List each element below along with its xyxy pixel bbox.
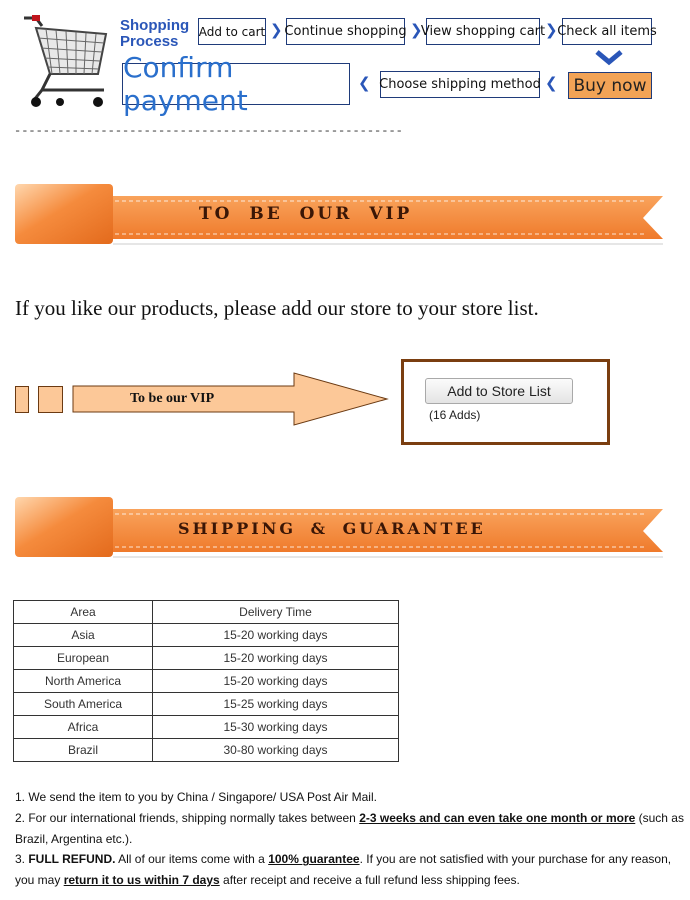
vip-banner-title: TO BE OUR VIP <box>199 204 413 224</box>
note-emphasis: 100% guarantee <box>268 852 360 867</box>
shopping-cart-icon <box>20 12 110 110</box>
decor-square <box>15 386 29 413</box>
step-view-shopping-cart-label: View shopping cart <box>420 24 546 39</box>
step-check-all-items[interactable] <box>557 18 657 45</box>
delivery-time-cell: 15-30 working days <box>153 716 399 739</box>
delivery-time-cell: 30-80 working days <box>153 739 399 762</box>
note-emphasis: return it to us within 7 days <box>63 873 220 888</box>
column-header-delivery-time: Delivery Time <box>153 601 399 624</box>
area-cell: Asia <box>14 624 153 647</box>
area-cell: Brazil <box>14 739 153 762</box>
vip-arrow-label: To be our VIP <box>130 391 215 406</box>
area-cell: South America <box>14 693 153 716</box>
arrow-left-icon: ❮ <box>358 74 371 92</box>
note-shipping-duration <box>15 808 690 850</box>
process-title-line1: Shopping <box>120 17 190 34</box>
shipping-banner-title: SHIPPING & GUARANTEE <box>178 519 486 538</box>
buy-now-button[interactable] <box>568 72 652 99</box>
separator-line: ------------------------------------------------------ <box>14 124 403 138</box>
note-emphasis: FULL REFUND. <box>28 852 116 867</box>
step-check-all-items-label: Check all items <box>557 24 657 39</box>
delivery-time-cell: 15-20 working days <box>153 624 399 647</box>
step-view-shopping-cart[interactable] <box>420 18 546 45</box>
note-text: . If you are not satisfied with your purchase for any reason, you may <box>15 852 672 888</box>
step-add-to-cart-label: Add to cart <box>198 24 266 39</box>
step-choose-shipping-method-label: Choose shipping method <box>379 77 541 92</box>
note-full-refund <box>15 849 690 891</box>
note-text: 2. For our international friends, shipping normally takes between <box>15 810 360 825</box>
vip-banner <box>15 184 663 246</box>
table-row <box>14 670 399 693</box>
step-choose-shipping-method[interactable] <box>380 71 540 98</box>
area-cell: North America <box>14 670 153 693</box>
note-text: 3. <box>15 852 29 867</box>
step-confirm-payment[interactable] <box>122 51 350 117</box>
process-title-line2: Process <box>120 33 179 50</box>
table-row <box>14 739 399 762</box>
add-to-store-list-label: Add to Store List <box>447 383 551 399</box>
store-adds-count: (16 Adds) <box>429 408 481 422</box>
column-header-area: Area <box>14 601 153 624</box>
arrow-right-icon: ❯ <box>545 21 558 39</box>
arrow-right-icon: ❯ <box>410 21 423 39</box>
step-add-to-cart[interactable] <box>198 18 266 45</box>
note-text: All of our items come with a <box>115 852 269 867</box>
arrow-right-icon: ❯ <box>270 21 283 39</box>
area-cell: European <box>14 647 153 670</box>
delivery-time-table <box>13 600 399 762</box>
store-invite-text: If you like our products, please add our store to your store list. <box>15 296 539 320</box>
shipping-banner <box>15 497 663 559</box>
step-continue-shopping-label: Continue shopping <box>284 24 407 39</box>
shipping-notes <box>15 787 690 891</box>
delivery-time-cell: 15-25 working days <box>153 693 399 716</box>
table-row <box>14 716 399 739</box>
table-row <box>14 693 399 716</box>
process-title <box>120 18 189 50</box>
table-row <box>14 647 399 670</box>
note-text: (such as Brazil, Argentina etc.). <box>15 810 684 846</box>
add-to-store-list-button[interactable] <box>425 378 573 404</box>
decor-square <box>38 386 63 413</box>
buy-now-label: Buy now <box>573 75 647 96</box>
delivery-time-cell: 15-20 working days <box>153 647 399 670</box>
table-header-row <box>14 601 399 624</box>
note-text: after receipt and receive a full refund less shipping fees. <box>219 873 520 888</box>
area-cell: Africa <box>14 716 153 739</box>
note-air-mail: 1. We send the item to you by China / Singapore/ USA Post Air Mail. <box>15 790 377 804</box>
arrow-left-icon: ❮ <box>545 74 558 92</box>
vip-arrow-shape <box>72 372 390 426</box>
note-emphasis: 2-3 weeks and can even take one month or more <box>359 810 636 825</box>
step-confirm-payment-label: Confirm payment <box>123 51 248 117</box>
delivery-time-cell: 15-20 working days <box>153 670 399 693</box>
step-continue-shopping[interactable] <box>286 18 405 45</box>
arrow-down-icon <box>594 48 624 66</box>
table-row <box>14 624 399 647</box>
